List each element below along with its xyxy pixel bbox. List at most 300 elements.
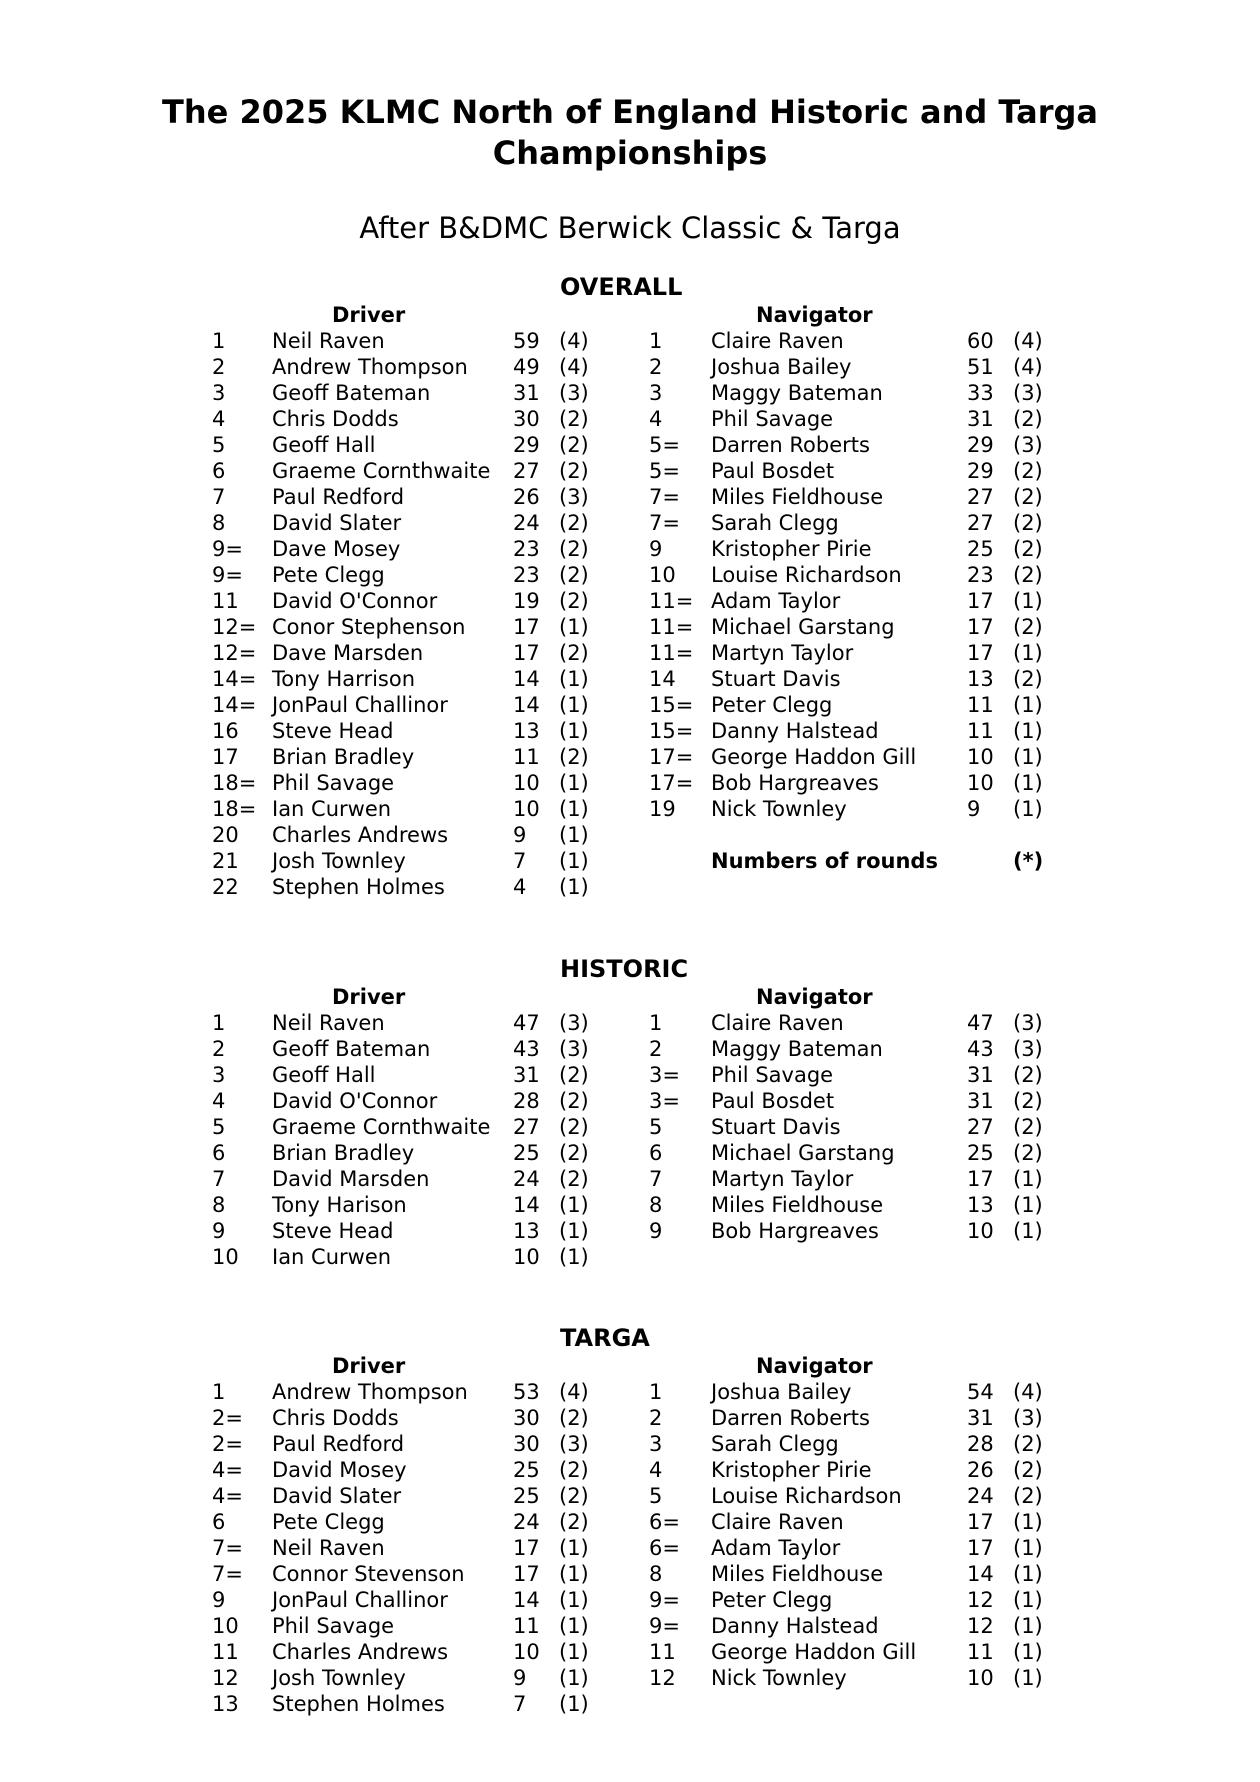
row-position: 1 [649, 329, 663, 353]
row-rounds: (1) [1013, 1193, 1043, 1217]
row-rounds: (1) [1013, 1219, 1043, 1243]
row-rounds: (2) [559, 407, 589, 431]
row-position: 7= [649, 511, 680, 535]
row-points: 25 [513, 1458, 540, 1482]
row-points: 49 [513, 355, 540, 379]
row-position: 14 [649, 667, 676, 691]
row-rounds: (2) [559, 1063, 589, 1087]
row-name: Darren Roberts [711, 1406, 870, 1430]
row-name: Kristopher Pirie [711, 537, 872, 561]
row-points: 17 [967, 1167, 994, 1191]
row-name: Adam Taylor [711, 589, 841, 613]
row-name: Peter Clegg [711, 693, 833, 717]
row-rounds: (2) [559, 641, 589, 665]
row-name: Bob Hargreaves [711, 1219, 879, 1243]
row-position: 7 [212, 1167, 226, 1191]
row-points: 17 [513, 1562, 540, 1586]
row-position: 2= [212, 1406, 243, 1430]
row-name: David O'Connor [272, 589, 438, 613]
row-name: Conor Stephenson [272, 615, 466, 639]
row-points: 10 [513, 771, 540, 795]
row-name: Connor Stevenson [272, 1562, 465, 1586]
row-rounds: (1) [1013, 719, 1043, 743]
row-position: 8 [649, 1562, 663, 1586]
row-rounds: (2) [559, 1406, 589, 1430]
row-rounds: (2) [559, 1141, 589, 1165]
row-points: 24 [513, 1167, 540, 1191]
row-position: 12= [212, 615, 257, 639]
row-rounds: (2) [1013, 1432, 1043, 1456]
row-rounds: (2) [559, 1089, 589, 1113]
row-name: Stuart Davis [711, 667, 841, 691]
row-rounds: (2) [1013, 1115, 1043, 1139]
row-name: David Slater [272, 511, 402, 535]
row-position: 18= [212, 771, 257, 795]
row-position: 12 [212, 1666, 239, 1690]
row-rounds: (1) [1013, 771, 1043, 795]
row-position: 4 [649, 1458, 663, 1482]
row-rounds: (1) [559, 1614, 589, 1638]
rounds-note-label: Numbers of rounds [711, 849, 938, 873]
row-points: 12 [967, 1588, 994, 1612]
row-position: 9 [649, 1219, 663, 1243]
row-points: 10 [513, 1640, 540, 1664]
row-name: Steve Head [272, 719, 394, 743]
row-rounds: (3) [559, 1432, 589, 1456]
row-rounds: (3) [1013, 1037, 1043, 1061]
row-position: 10 [649, 563, 676, 587]
row-name: Paul Redford [272, 1432, 405, 1456]
row-position: 3 [649, 381, 663, 405]
row-rounds: (1) [559, 797, 589, 821]
row-name: Nick Townley [711, 1666, 847, 1690]
row-position: 4 [649, 407, 663, 431]
row-rounds: (1) [559, 1193, 589, 1217]
row-points: 24 [967, 1484, 994, 1508]
row-position: 15= [649, 693, 694, 717]
row-position: 7= [649, 485, 680, 509]
row-name: Geoff Bateman [272, 381, 431, 405]
row-points: 7 [513, 849, 527, 873]
row-points: 30 [513, 407, 540, 431]
row-rounds: (1) [1013, 797, 1043, 821]
row-position: 3= [649, 1089, 680, 1113]
row-points: 17 [513, 1536, 540, 1560]
row-points: 51 [967, 355, 994, 379]
row-name: David Slater [272, 1484, 402, 1508]
row-rounds: (1) [1013, 1588, 1043, 1612]
row-position: 9= [212, 563, 243, 587]
row-position: 17= [649, 745, 694, 769]
row-points: 25 [513, 1484, 540, 1508]
row-points: 17 [967, 589, 994, 613]
row-rounds: (1) [1013, 641, 1043, 665]
row-position: 6 [649, 1141, 663, 1165]
row-position: 9= [212, 537, 243, 561]
row-points: 23 [513, 563, 540, 587]
row-position: 9 [649, 537, 663, 561]
row-rounds: (1) [559, 1219, 589, 1243]
row-name: Sarah Clegg [711, 1432, 839, 1456]
row-name: Louise Richardson [711, 1484, 902, 1508]
row-points: 17 [967, 1536, 994, 1560]
row-points: 24 [513, 511, 540, 535]
row-position: 7 [649, 1167, 663, 1191]
row-name: Tony Harrison [272, 667, 416, 691]
row-rounds: (1) [559, 719, 589, 743]
row-points: 33 [967, 381, 994, 405]
row-rounds: (1) [559, 1245, 589, 1269]
row-position: 11 [212, 1640, 239, 1664]
row-position: 12= [212, 641, 257, 665]
row-position: 7= [212, 1562, 243, 1586]
row-points: 47 [967, 1011, 994, 1035]
row-rounds: (1) [1013, 589, 1043, 613]
row-rounds: (2) [1013, 667, 1043, 691]
row-rounds: (1) [559, 1692, 589, 1716]
row-name: Phil Savage [272, 1614, 395, 1638]
row-position: 12 [649, 1666, 676, 1690]
row-points: 14 [967, 1562, 994, 1586]
row-rounds: (1) [559, 1640, 589, 1664]
row-position: 6= [649, 1510, 680, 1534]
row-name: Brian Bradley [272, 745, 415, 769]
row-name: Claire Raven [711, 1011, 844, 1035]
row-points: 30 [513, 1406, 540, 1430]
row-rounds: (4) [1013, 1380, 1043, 1404]
row-position: 2 [649, 355, 663, 379]
row-points: 11 [513, 745, 540, 769]
row-rounds: (2) [1013, 1141, 1043, 1165]
row-rounds: (3) [559, 1037, 589, 1061]
row-position: 3 [212, 381, 226, 405]
row-name: Michael Garstang [711, 1141, 895, 1165]
row-points: 11 [967, 693, 994, 717]
row-position: 11 [649, 1640, 676, 1664]
row-position: 3= [649, 1063, 680, 1087]
row-rounds: (1) [1013, 1562, 1043, 1586]
row-position: 17 [212, 745, 239, 769]
row-name: Darren Roberts [711, 433, 870, 457]
row-points: 17 [967, 641, 994, 665]
row-position: 2 [212, 1037, 226, 1061]
row-position: 2= [212, 1432, 243, 1456]
row-name: Geoff Hall [272, 433, 376, 457]
row-position: 11= [649, 641, 694, 665]
row-rounds: (1) [559, 667, 589, 691]
row-points: 23 [967, 563, 994, 587]
row-name: Claire Raven [711, 1510, 844, 1534]
row-points: 27 [967, 511, 994, 535]
row-position: 4 [212, 1089, 226, 1113]
row-name: Adam Taylor [711, 1536, 841, 1560]
row-name: Phil Savage [272, 771, 395, 795]
row-rounds: (2) [559, 589, 589, 613]
row-points: 30 [513, 1432, 540, 1456]
row-points: 9 [967, 797, 981, 821]
row-name: Martyn Taylor [711, 641, 854, 665]
row-name: JonPaul Challinor [272, 1588, 448, 1612]
navigator-column-heading: Navigator [756, 1354, 873, 1378]
section-title: OVERALL [560, 273, 683, 301]
row-points: 31 [967, 1089, 994, 1113]
row-rounds: (1) [1013, 1614, 1043, 1638]
row-points: 27 [967, 1115, 994, 1139]
row-rounds: (1) [559, 875, 589, 899]
row-name: Phil Savage [711, 1063, 834, 1087]
row-rounds: (2) [559, 1458, 589, 1482]
row-rounds: (3) [1013, 1011, 1043, 1035]
row-name: Geoff Hall [272, 1063, 376, 1087]
row-rounds: (2) [559, 745, 589, 769]
row-rounds: (2) [559, 433, 589, 457]
row-points: 29 [513, 433, 540, 457]
row-name: Chris Dodds [272, 1406, 399, 1430]
row-name: Neil Raven [272, 1011, 385, 1035]
row-position: 5 [212, 433, 226, 457]
row-rounds: (1) [559, 615, 589, 639]
row-name: Tony Harison [272, 1193, 407, 1217]
row-position: 10 [212, 1245, 239, 1269]
row-position: 1 [212, 329, 226, 353]
row-rounds: (2) [1013, 537, 1043, 561]
row-rounds: (1) [1013, 1167, 1043, 1191]
row-position: 16 [212, 719, 239, 743]
row-position: 17= [649, 771, 694, 795]
row-rounds: (4) [1013, 329, 1043, 353]
row-points: 14 [513, 1588, 540, 1612]
row-name: Miles Fieldhouse [711, 485, 884, 509]
row-rounds: (2) [559, 1115, 589, 1139]
row-rounds: (2) [1013, 615, 1043, 639]
row-points: 12 [967, 1614, 994, 1638]
row-position: 9= [649, 1588, 680, 1612]
row-points: 17 [513, 615, 540, 639]
row-points: 13 [513, 1219, 540, 1243]
row-points: 13 [967, 1193, 994, 1217]
row-points: 11 [513, 1614, 540, 1638]
row-position: 8 [212, 1193, 226, 1217]
row-position: 5= [649, 459, 680, 483]
row-rounds: (2) [1013, 459, 1043, 483]
row-name: George Haddon Gill [711, 1640, 917, 1664]
row-rounds: (1) [1013, 1510, 1043, 1534]
row-rounds: (1) [559, 693, 589, 717]
row-name: JonPaul Challinor [272, 693, 448, 717]
row-name: Ian Curwen [272, 1245, 392, 1269]
row-points: 23 [513, 537, 540, 561]
row-position: 8 [212, 511, 226, 535]
row-rounds: (4) [559, 1380, 589, 1404]
row-name: Sarah Clegg [711, 511, 839, 535]
row-rounds: (2) [1013, 1458, 1043, 1482]
row-position: 6 [212, 1510, 226, 1534]
row-position: 11= [649, 589, 694, 613]
row-position: 11= [649, 615, 694, 639]
row-points: 27 [513, 459, 540, 483]
row-name: Paul Bosdet [711, 1089, 835, 1113]
row-position: 2 [649, 1406, 663, 1430]
row-points: 29 [967, 433, 994, 457]
row-position: 6= [649, 1536, 680, 1560]
row-position: 1 [212, 1380, 226, 1404]
row-points: 9 [513, 823, 527, 847]
row-position: 9 [212, 1588, 226, 1612]
row-points: 14 [513, 667, 540, 691]
row-rounds: (4) [559, 355, 589, 379]
row-name: Danny Halstead [711, 1614, 879, 1638]
row-name: Miles Fieldhouse [711, 1193, 884, 1217]
row-position: 7 [212, 485, 226, 509]
row-position: 4= [212, 1484, 243, 1508]
row-points: 31 [967, 407, 994, 431]
driver-column-heading: Driver [332, 1354, 406, 1378]
document-subtitle: After B&DMC Berwick Classic & Targa [359, 211, 901, 245]
row-points: 10 [513, 797, 540, 821]
row-rounds: (1) [559, 1562, 589, 1586]
row-points: 31 [967, 1406, 994, 1430]
row-name: David O'Connor [272, 1089, 438, 1113]
row-rounds: (1) [1013, 693, 1043, 717]
row-position: 2 [212, 355, 226, 379]
row-position: 11 [212, 589, 239, 613]
row-position: 20 [212, 823, 239, 847]
row-rounds: (3) [559, 381, 589, 405]
row-name: Michael Garstang [711, 615, 895, 639]
row-name: Pete Clegg [272, 1510, 385, 1534]
row-position: 6 [212, 1141, 226, 1165]
row-name: David Mosey [272, 1458, 407, 1482]
row-name: Neil Raven [272, 1536, 385, 1560]
row-name: Bob Hargreaves [711, 771, 879, 795]
row-points: 10 [513, 1245, 540, 1269]
row-position: 5 [212, 1115, 226, 1139]
row-name: Nick Townley [711, 797, 847, 821]
row-position: 19 [649, 797, 676, 821]
row-position: 15= [649, 719, 694, 743]
row-points: 31 [967, 1063, 994, 1087]
row-rounds: (2) [559, 563, 589, 587]
rounds-note-symbol: (*) [1013, 849, 1044, 873]
row-points: 10 [967, 745, 994, 769]
document-title: The 2025 KLMC North of England Historic and Targa Championships [162, 93, 1098, 172]
driver-column-heading: Driver [332, 303, 406, 327]
row-points: 28 [967, 1432, 994, 1456]
row-position: 14= [212, 693, 257, 717]
row-position: 3 [649, 1432, 663, 1456]
row-rounds: (1) [1013, 1536, 1043, 1560]
row-name: Louise Richardson [711, 563, 902, 587]
row-position: 5 [649, 1115, 663, 1139]
row-points: 28 [513, 1089, 540, 1113]
row-position: 6 [212, 459, 226, 483]
row-name: Ian Curwen [272, 797, 392, 821]
row-points: 31 [513, 1063, 540, 1087]
row-position: 9= [649, 1614, 680, 1638]
row-rounds: (2) [1013, 1484, 1043, 1508]
row-rounds: (2) [1013, 1063, 1043, 1087]
row-name: Joshua Bailey [711, 355, 852, 379]
row-points: 31 [513, 381, 540, 405]
row-position: 4= [212, 1458, 243, 1482]
row-rounds: (1) [559, 849, 589, 873]
row-points: 7 [513, 1692, 527, 1716]
row-name: George Haddon Gill [711, 745, 917, 769]
row-position: 13 [212, 1692, 239, 1716]
row-rounds: (2) [1013, 407, 1043, 431]
row-name: Peter Clegg [711, 1588, 833, 1612]
row-name: Charles Andrews [272, 1640, 449, 1664]
row-name: Andrew Thompson [272, 1380, 468, 1404]
row-rounds: (2) [1013, 485, 1043, 509]
row-name: Dave Mosey [272, 537, 401, 561]
row-name: Brian Bradley [272, 1141, 415, 1165]
row-name: Martyn Taylor [711, 1167, 854, 1191]
row-points: 19 [513, 589, 540, 613]
row-position: 2 [649, 1037, 663, 1061]
row-rounds: (4) [1013, 355, 1043, 379]
row-position: 1 [649, 1380, 663, 1404]
row-points: 17 [513, 641, 540, 665]
row-position: 21 [212, 849, 239, 873]
row-name: Stephen Holmes [272, 875, 445, 899]
row-name: Dave Marsden [272, 641, 424, 665]
navigator-column-heading: Navigator [756, 985, 873, 1009]
row-name: Graeme Cornthwaite [272, 1115, 491, 1139]
row-points: 59 [513, 329, 540, 353]
row-points: 10 [967, 1219, 994, 1243]
row-name: Josh Townley [272, 849, 406, 873]
row-name: Andrew Thompson [272, 355, 468, 379]
row-name: Danny Halstead [711, 719, 879, 743]
row-name: Paul Redford [272, 485, 405, 509]
row-points: 54 [967, 1380, 994, 1404]
row-name: Stuart Davis [711, 1115, 841, 1139]
row-name: Charles Andrews [272, 823, 449, 847]
row-rounds: (1) [1013, 1640, 1043, 1664]
row-points: 11 [967, 719, 994, 743]
row-rounds: (3) [559, 485, 589, 509]
row-rounds: (3) [1013, 1406, 1043, 1430]
row-name: Geoff Bateman [272, 1037, 431, 1061]
row-rounds: (2) [559, 511, 589, 535]
row-points: 60 [967, 329, 994, 353]
row-rounds: (2) [1013, 1089, 1043, 1113]
row-rounds: (2) [559, 1510, 589, 1534]
row-points: 10 [967, 1666, 994, 1690]
row-rounds: (3) [1013, 381, 1043, 405]
row-points: 25 [967, 1141, 994, 1165]
row-name: Phil Savage [711, 407, 834, 431]
row-points: 43 [513, 1037, 540, 1061]
row-points: 10 [967, 771, 994, 795]
row-points: 24 [513, 1510, 540, 1534]
row-rounds: (1) [1013, 1666, 1043, 1690]
row-rounds: (4) [559, 329, 589, 353]
driver-column-heading: Driver [332, 985, 406, 1009]
row-name: Maggy Bateman [711, 1037, 883, 1061]
row-name: Josh Townley [272, 1666, 406, 1690]
row-name: Stephen Holmes [272, 1692, 445, 1716]
row-points: 14 [513, 693, 540, 717]
section-title: HISTORIC [560, 955, 689, 983]
row-rounds: (1) [559, 1536, 589, 1560]
row-position: 18= [212, 797, 257, 821]
row-rounds: (2) [559, 459, 589, 483]
row-rounds: (1) [559, 1666, 589, 1690]
row-position: 5= [649, 433, 680, 457]
row-position: 3 [212, 1063, 226, 1087]
